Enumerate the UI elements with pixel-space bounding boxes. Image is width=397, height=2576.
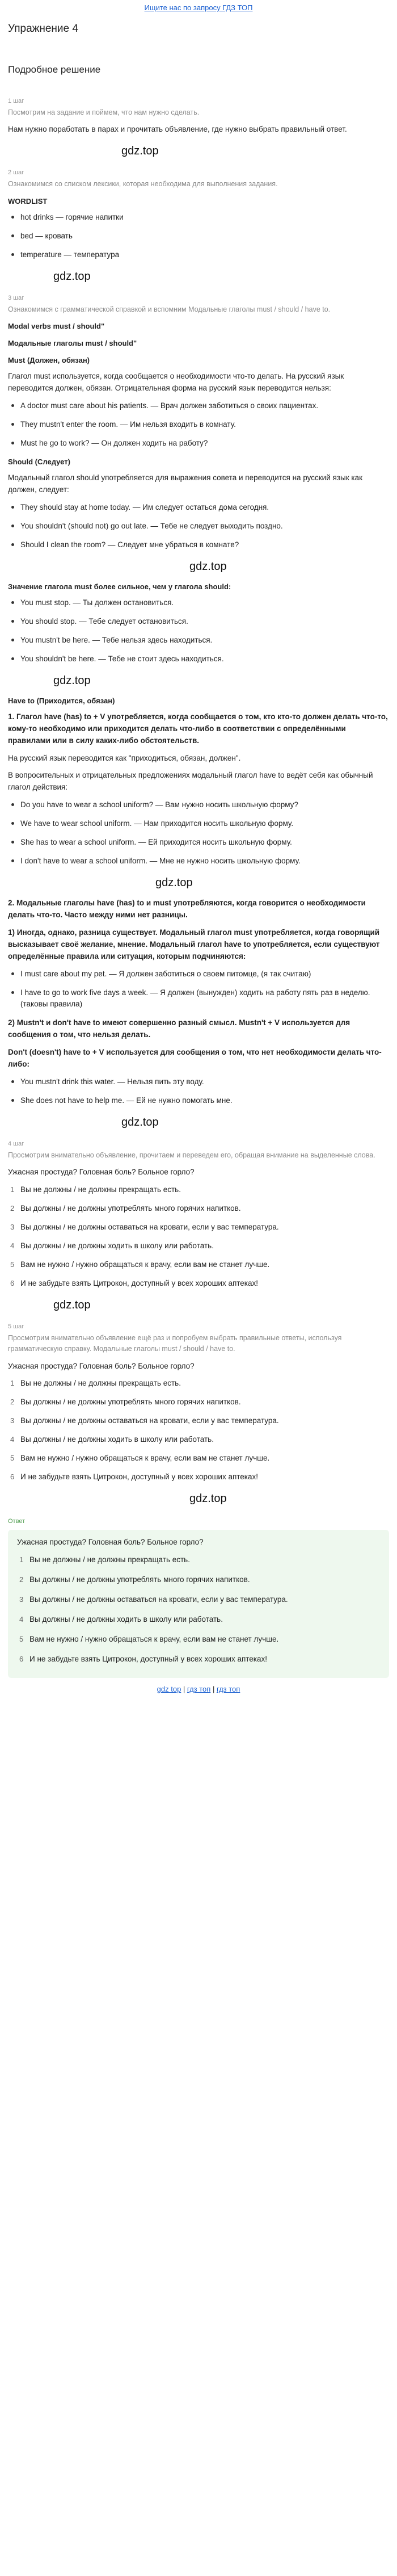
list-item: 3 Вы должны / не должны оставаться на кровати, если у вас температура. <box>10 1223 279 1232</box>
list-item: She has to wear a school uniform. — Ей приходится носить школьную форму. <box>8 837 389 849</box>
step-label: 3 шаг <box>8 294 24 301</box>
step-label: 4 шаг <box>8 1140 24 1147</box>
item-text: Вы не должны / не должны прекращать есть. <box>20 1185 181 1194</box>
example-list <box>8 597 389 665</box>
list-item: 1 Вы не должны / не должны прекращать есть. <box>10 1185 181 1194</box>
item-text: Вы должны / не должны оставаться на кровати, если у вас температура. <box>20 1223 279 1232</box>
example-list <box>8 799 389 867</box>
paragraph: 1) Иногда, однако, разница существует. Модальный глагол must употребляется, когда говорящий высказывает своё желание, мнение. Модальный глагол have to употребляется, если существуют определённые правила или ситуация, которым подчиняются: <box>8 928 380 960</box>
list-item: She does not have to help me. — Ей не нужно помогать мне. <box>8 1095 389 1107</box>
list-item: 6 И не забудьте взять Цитрокон, доступный у всех хороших аптеках! <box>10 1278 259 1287</box>
item-text: Вы должны / не должны ходить в школу или работать. <box>29 1614 223 1623</box>
list-item: 3 Вы должны / не должны оставаться на кровати, если у вас температура. <box>10 1416 279 1425</box>
paragraph: Модальный глагол should употребляется для выражения совета и переводится на русский язык как должен, следует: <box>8 473 362 494</box>
item-text: Вы должны / не должны ходить в школу или работать. <box>20 1241 214 1250</box>
step-label: 5 шаг <box>8 1323 24 1330</box>
list-item: 4 Вы должны / не должны ходить в школу или работать. <box>19 1614 223 1623</box>
list-item: Must he go to work? — Он должен ходить на работу? <box>8 438 389 450</box>
list-item: 3 Вы должны / не должны оставаться на кровати, если у вас температура. <box>19 1595 288 1604</box>
paragraph: Don't (doesn't) have to + V используется для сообщения о том, что нет необходимости делать что-либо: <box>8 1048 382 1069</box>
answer-box <box>8 1530 389 1677</box>
list-item: I must care about my pet. — Я должен заботиться о своем питомце, (я так считаю) <box>8 968 389 980</box>
list-item: You should stop. — Тебе следует остановиться. <box>8 616 389 628</box>
watermark: gdz.top <box>121 145 159 158</box>
item-text: Вы не должны / не должны прекращать есть. <box>20 1379 181 1388</box>
numbered-list <box>17 1554 380 1665</box>
paragraph: 1. Глагол have (has) to + V употребляется, когда сообщается о том, кто кто-то должен делать что-то, кому-то необходимо или приходится делать что-либо в соответствии с определёнными правилами или в силу каких-либо обстоятельств. <box>8 712 388 745</box>
list-item: I have to go to work five days a week. — Я должен (вынужден) ходить на работу пять раз в неделю. (таковы правила) <box>8 987 389 1011</box>
item-text: Вам не нужно / нужно обращаться к врачу, если вам не станет лучше. <box>20 1454 270 1463</box>
watermark: gdz.top <box>53 270 91 283</box>
wordlist <box>8 212 389 261</box>
list-item: They mustn't enter the room. — Им нельзя входить в комнату. <box>8 419 389 431</box>
section-heading: Should (Следует) <box>8 458 70 467</box>
item-text: Вам не нужно / нужно обращаться к врачу, если вам не станет лучше. <box>29 1634 279 1643</box>
list-item: They should stay at home today. — Им следует остаться дома сегодня. <box>8 502 389 514</box>
list-item: A doctor must care about his patients. — Врач должен заботиться о своих пациентах. <box>8 400 389 412</box>
example-list <box>8 1076 389 1107</box>
top-search-link[interactable]: Ищите нас по запросу ГДЗ ТОП <box>144 3 253 12</box>
item-text: И не забудьте взять Цитрокон, доступный у всех хороших аптеках! <box>29 1654 268 1663</box>
section-heading: Must (Должен, обязан) <box>8 356 90 365</box>
list-item: Should I clean the room? — Следует мне убраться в комнате? <box>8 539 389 551</box>
bottom-links: gdz top | гдз топ | гдз топ <box>157 1684 240 1693</box>
section-heading: Modal verbs must / should" <box>8 322 105 331</box>
item-text: Вы не должны / не должны прекращать есть. <box>29 1555 190 1564</box>
wordlist-heading: WORDLIST <box>8 196 48 205</box>
watermark: gdz.top <box>53 1298 91 1311</box>
watermark: gdz.top <box>53 674 91 687</box>
numbered-list <box>8 1378 389 1483</box>
list-item: bed — кровать <box>8 230 389 242</box>
list-item: 1 Вы не должны / не должны прекращать есть. <box>19 1555 190 1564</box>
section-heading: Модальные глаголы must / should" <box>8 339 137 348</box>
list-item: 5 Вам не нужно / нужно обращаться к врачу, если вам не станет лучше. <box>10 1454 270 1463</box>
watermark: gdz.top <box>121 1115 159 1128</box>
section-heading: Значение глагола must более сильное, чем у глагола should: <box>8 582 231 591</box>
question: Ужасная простуда? Головная боль? Больное горло? <box>8 1168 195 1177</box>
question: Ужасная простуда? Головная боль? Больное горло? <box>17 1538 204 1547</box>
paragraph: На русский язык переводится как "приходиться, обязан, должен". <box>8 753 241 762</box>
list-item: 6 И не забудьте взять Цитрокон, доступный у всех хороших аптеках! <box>19 1654 268 1663</box>
step-hint: Ознакомимся с грамматической справкой и вспомним Модальные глаголы must / should / have to. <box>8 305 331 313</box>
item-text: И не забудьте взять Цитрокон, доступный у всех хороших аптеках! <box>20 1278 259 1287</box>
solution-subtitle: Подробное решение <box>8 64 101 75</box>
paragraph: 2. Модальные глаголы have (has) to и must употребляются, когда говорится о необходимости делать что-то. Часто между ними нет разницы. <box>8 898 366 919</box>
list-item: You shouldn't be here. — Тебе не стоит здесь находиться. <box>8 653 389 665</box>
item-text: И не забудьте взять Цитрокон, доступный у всех хороших аптеках! <box>20 1472 259 1482</box>
list-item: 5 Вам не нужно / нужно обращаться к врачу, если вам не станет лучше. <box>19 1634 279 1643</box>
step-text: Нам нужно поработать в парах и прочитать объявление, где нужно выбрать правильный ответ. <box>8 125 347 134</box>
bottom-link[interactable]: gdz top <box>157 1684 181 1693</box>
list-item: temperature — температура <box>8 249 389 261</box>
step-hint: Просмотрим внимательно объявление, прочитаем и переведем его, обращая внимание на выделенные слова. <box>8 1151 375 1159</box>
list-item: You must stop. — Ты должен остановиться. <box>8 597 389 609</box>
item-text: Вы должны / не должны оставаться на кровати, если у вас температура. <box>20 1416 279 1425</box>
step-label: 1 шаг <box>8 97 24 104</box>
list-item: I don't have to wear a school uniform. — Мне не нужно носить школьную форму. <box>8 855 389 867</box>
paragraph: 2) Mustn't и don't have to имеют совершенно разный смысл. Mustn't + V используется для сообщения о том, что нельзя делать. <box>8 1018 350 1039</box>
step-hint: Посмотрим на задание и поймем, что нам нужно сделать. <box>8 108 200 116</box>
list-item: 2 Вы должны / не должны употреблять много горячих напитков. <box>10 1204 241 1213</box>
answer-label: Ответ <box>8 1518 26 1525</box>
example-list <box>8 502 389 551</box>
numbered-list <box>8 1184 389 1290</box>
list-item: We have to wear school uniform. — Нам приходится носить школьную форму. <box>8 818 389 830</box>
item-text: Вы должны / не должны оставаться на кровати, если у вас температура. <box>29 1595 288 1604</box>
watermark: gdz.top <box>189 1492 227 1505</box>
list-item: 2 Вы должны / не должны употреблять много горячих напитков. <box>10 1398 241 1407</box>
top-banner <box>0 0 397 17</box>
item-text: Вы должны / не должны употреблять много горячих напитков. <box>29 1575 250 1584</box>
list-item: You mustn't drink this water. — Нельзя пить эту воду. <box>8 1076 389 1088</box>
list-item: 4 Вы должны / не должны ходить в школу или работать. <box>10 1241 214 1250</box>
list-item: 6 И не забудьте взять Цитрокон, доступный у всех хороших аптеках! <box>10 1472 259 1482</box>
list-item: hot drinks — горячие напитки <box>8 212 389 224</box>
step-hint: Ознакомимся со списком лексики, которая необходима для выполнения задания. <box>8 180 278 188</box>
list-item: You shouldn't (should not) go out late. — Тебе не следует выходить поздно. <box>8 521 389 532</box>
list-item: 2 Вы должны / не должны употреблять много горячих напитков. <box>19 1575 250 1584</box>
page-title: Упражнение 4 <box>8 23 78 35</box>
example-list <box>8 968 389 1011</box>
step-label: 2 шаг <box>8 169 24 177</box>
item-text: Вы должны / не должны употреблять много горячих напитков. <box>20 1204 241 1213</box>
list-item: You mustn't be here. — Тебе нельзя здесь находиться. <box>8 635 389 647</box>
bottom-link[interactable]: гдз топ <box>187 1684 211 1693</box>
watermark: gdz.top <box>189 560 227 573</box>
content <box>0 20 397 1701</box>
paragraph: В вопросительных и отрицательных предложениях модальный глагол have to ведёт себя как обычный глагол действия: <box>8 771 373 792</box>
item-text: Вы должны / не должны ходить в школу или работать. <box>20 1435 214 1444</box>
list-item: 4 Вы должны / не должны ходить в школу или работать. <box>10 1435 214 1444</box>
list-item: Do you have to wear a school uniform? — Вам нужно носить школьную форму? <box>8 799 389 811</box>
step-hint: Просмотрим внимательно объявление ещё раз и попробуем выбрать правильные ответы, используя грамматическую справку. Модальные глаголы must / should / have to. <box>8 1333 342 1353</box>
list-item: 1 Вы не должны / не должны прекращать есть. <box>10 1379 181 1388</box>
item-text: Вам не нужно / нужно обращаться к врачу, если вам не станет лучше. <box>20 1260 270 1269</box>
question: Ужасная простуда? Головная боль? Больное горло? <box>8 1361 195 1370</box>
example-list <box>8 400 389 450</box>
item-text: Вы должны / не должны употреблять много горячих напитков. <box>20 1398 241 1407</box>
paragraph: Глагол must используется, когда сообщается о необходимости что-то делать. На русский язык переводится должен, обязан. Отрицательная форма на русский язык переводится нельзя: <box>8 372 344 393</box>
section-heading: Have to (Приходится, обязан) <box>8 696 115 705</box>
watermark: gdz.top <box>155 876 193 889</box>
bottom-link[interactable]: гдз топ <box>216 1684 240 1693</box>
list-item: 5 Вам не нужно / нужно обращаться к врачу, если вам не станет лучше. <box>10 1260 270 1269</box>
